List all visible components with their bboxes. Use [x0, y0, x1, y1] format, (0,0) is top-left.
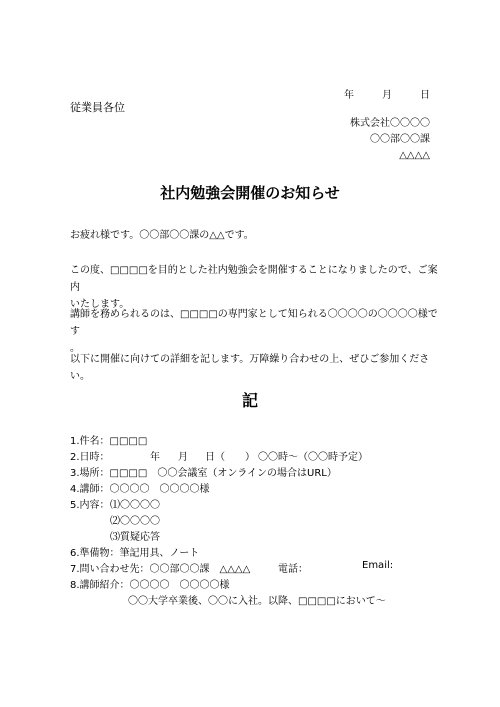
date-day-label: 日: [420, 90, 430, 101]
detail-item-content-1: ⑴〇〇〇〇: [110, 500, 160, 511]
detail-item-lecturer-intro: 8.講師紹介：〇〇〇〇 〇〇〇〇様: [70, 580, 230, 591]
detail-item-contact: 7.問い合わせ先：〇〇部〇〇課 △△△△: [70, 564, 251, 575]
detail-item-lecturer-bio: 〇〇大学卒業後、〇〇に入社。以降、□□□□において～: [128, 596, 386, 607]
purpose-line-2: いたします。: [70, 299, 130, 310]
recipient: 従業員各位: [70, 101, 125, 114]
sender-department: 〇〇部〇〇課: [370, 134, 430, 145]
detail-item-date-year: 年: [150, 452, 160, 463]
document-title: 社内勉強会開催のお知らせ: [160, 184, 340, 202]
sender-name: △△△△: [399, 150, 430, 161]
detail-item-contact-email: Email:: [362, 560, 394, 571]
ki-heading: 記: [241, 391, 258, 410]
detail-item-content-3: ⑶質疑応答: [110, 532, 160, 543]
detail-item-date-label: 2.日時：: [70, 452, 110, 463]
detail-item-content-2: ⑵〇〇〇〇: [110, 516, 160, 527]
lecturer-paragraph: [70, 306, 440, 357]
detail-item-date-day: 日（ ）: [205, 452, 255, 463]
greeting: お疲れ様です。〇〇部〇〇課の△△です。: [70, 230, 254, 241]
detail-item-date-time: 〇〇時～（〇〇時予定）: [258, 452, 368, 463]
lecturer-line-1: 講師を務められるのは、□□□□の専門家として知られる〇〇〇〇の〇〇〇〇様です: [70, 309, 438, 337]
date-year-label: 年: [344, 90, 354, 101]
detail-item-subject: 1.件名：□□□□: [70, 436, 148, 447]
detail-item-content-label: 5.内容：: [70, 500, 110, 511]
date-month-label: 月: [382, 90, 392, 101]
detail-item-place: 3.場所：□□□□ 〇〇会議室（オンラインの場合はURL）: [70, 468, 337, 479]
detail-item-contact-tel: 電話：: [278, 564, 308, 575]
lecturer-line-2: 。: [70, 343, 80, 354]
purpose-line-1: この度、□□□□を目的とした社内勉強会を開催することになりましたので、ご案内: [70, 265, 438, 293]
sender-company: 株式会社〇〇〇〇: [350, 118, 430, 129]
closing-paragraph: 以下に開催に向けての詳細を記します。万障繰り合わせの上、ぜひご参加ください。: [70, 354, 430, 382]
detail-item-date-month: 月: [178, 452, 188, 463]
detail-item-lecturer: 4.講師：〇〇〇〇 〇〇〇〇様: [70, 484, 210, 495]
detail-item-materials: 6.準備物：筆記用具、ノート: [70, 548, 200, 559]
